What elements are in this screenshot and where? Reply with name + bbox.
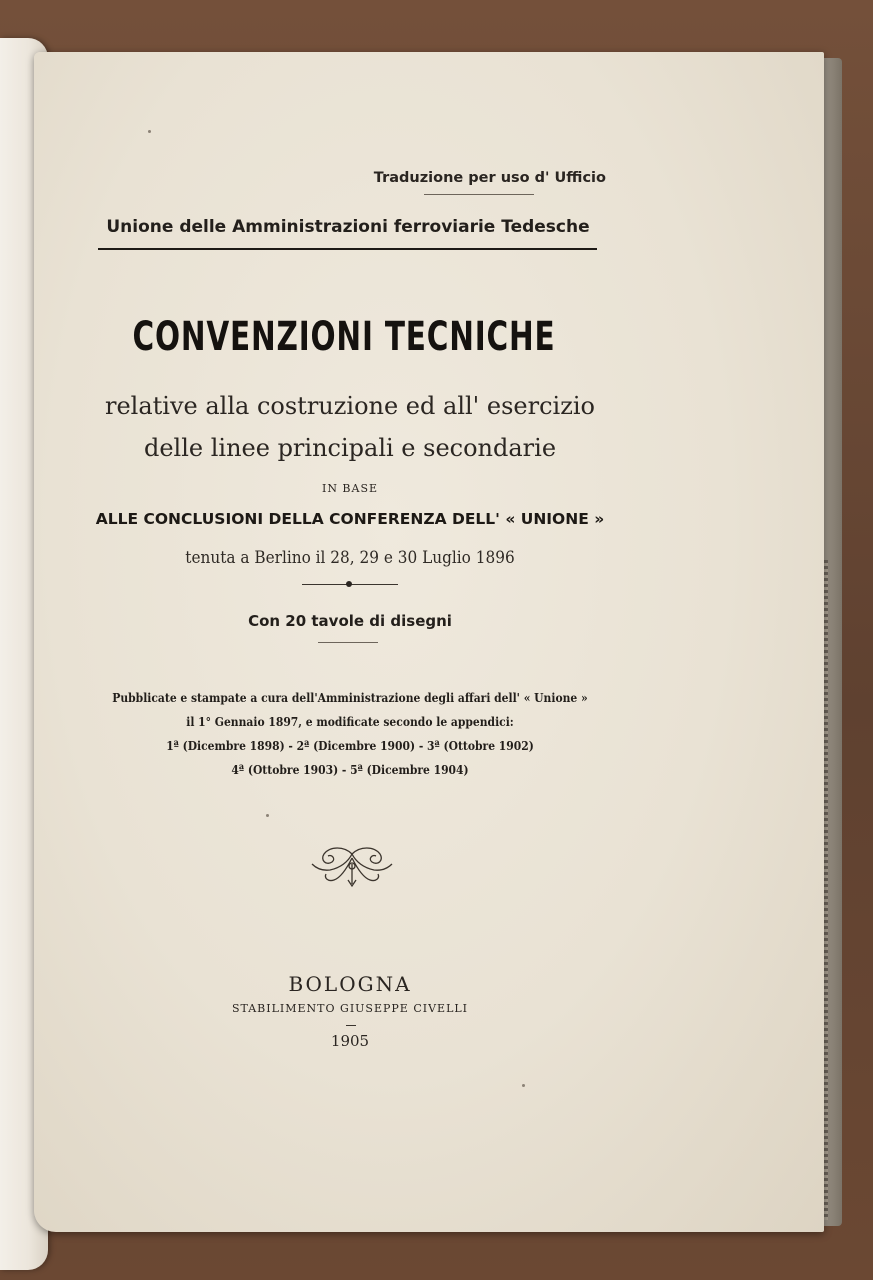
organization-name: Unione delle Amministrazioni ferroviarie Tedesche [106, 217, 590, 237]
imprint-printer: STABILIMENTO GIUSEPPE CIVELLI [231, 1002, 469, 1015]
title-page [34, 52, 824, 1232]
paper-fleck [522, 1084, 525, 1087]
imprint-rule [346, 1025, 356, 1026]
header-rule [98, 248, 597, 250]
subtitle-line-2: delle linee principali e secondarie [143, 434, 557, 462]
translation-rule [424, 194, 534, 195]
plates-rule [318, 642, 378, 643]
imprint-year: 1905 [330, 1032, 370, 1050]
imprint-city: BOLOGNA [288, 972, 412, 996]
paper-fleck [266, 814, 269, 817]
in-base-label: IN BASE [321, 482, 379, 495]
publication-line-4: 4ª (Ottobre 1903) - 5ª (Dicembre 1904) [231, 762, 469, 777]
publication-line-2: il 1° Gennaio 1897, e modificate secondo le appendici: [186, 714, 514, 729]
ornament-dot [346, 581, 352, 587]
paper-fleck [148, 130, 151, 133]
plates-note: Con 20 tavole di disegni [248, 612, 452, 630]
subtitle-line-1: relative alla costruzione ed all' esercizio [105, 392, 595, 420]
publication-line-1: Pubblicate e stampate a cura dell'Amministrazione degli affari dell' « Unione » [112, 690, 588, 705]
document-title: CONVENZIONI TECNICHE [132, 314, 556, 360]
conclusions-line: ALLE CONCLUSIONI DELLA CONFERENZA DELL' « UNIONE » [95, 510, 605, 528]
decorative-vignette [310, 844, 394, 890]
translation-note: Traduzione per uso d' Ufficio [373, 170, 606, 186]
conference-date: tenuta a Berlino il 28, 29 e 30 Luglio 1896 [185, 548, 515, 568]
publication-line-3: 1ª (Dicembre 1898) - 2ª (Dicembre 1900) - 3ª (Ottobre 1902) [166, 738, 534, 753]
binding-cord [824, 560, 828, 1220]
